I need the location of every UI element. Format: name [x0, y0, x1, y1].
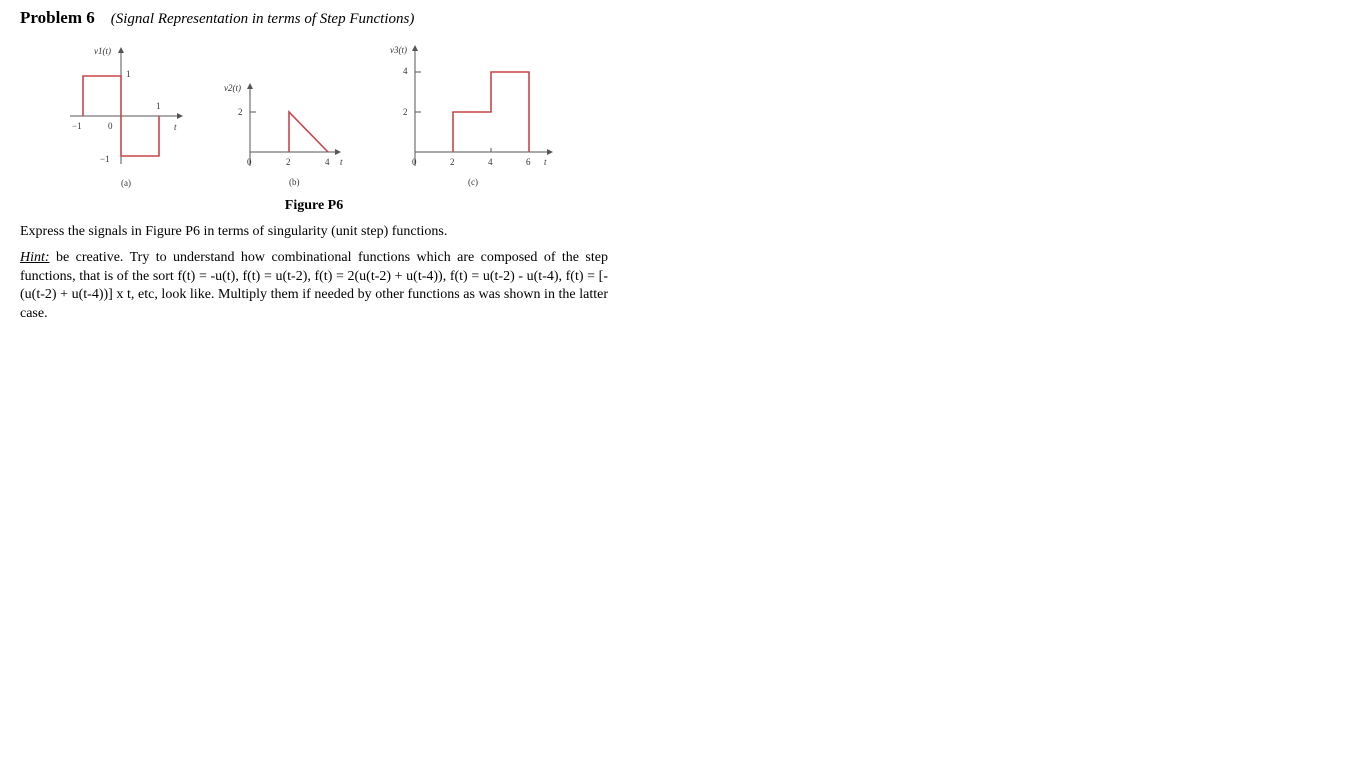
panel-c-xlabel: t [544, 157, 547, 167]
panel-c-tick-x4: 4 [488, 157, 493, 167]
panel-c-signal [453, 72, 529, 152]
panel-a-tick-yneg1: −1 [100, 154, 110, 164]
instruction-text: Express the signals in Figure P6 in terms of singularity (unit step) functions. [20, 224, 448, 239]
panel-c-tick-y4: 4 [403, 66, 408, 76]
panel-c-tick-x6: 6 [526, 157, 531, 167]
panel-b-xlabel: t [340, 157, 343, 167]
panel-c-tick-y2: 2 [403, 107, 408, 117]
hint-label: Hint: [20, 250, 50, 265]
panel-c-ylabel: v3(t) [390, 45, 407, 55]
panel-a-tick-xneg1: −1 [72, 121, 82, 131]
panel-c [390, 45, 552, 187]
hint-text: be creative. Try to understand how combinational functions which are composed of the step functions, that is of the sort f(t) = -u(t), f(t) = u(t-2), f(t) = 2(u(t-2) + u(t-4)), f(t) = u(t-2) - u(t-4), f(t) = [-(u(t-2) + u(t-4))] x t, etc, look like. Multiply them if needed by other functions as was shown in the latter case. [20, 250, 608, 321]
panel-c-tick-x2: 2 [450, 157, 455, 167]
panel-a [70, 46, 182, 188]
problem-heading [20, 8, 414, 28]
panel-a-sublabel: (a) [121, 178, 131, 188]
panel-a-ylabel: v1(t) [94, 46, 111, 56]
panel-b-tick-y2: 2 [238, 107, 243, 117]
panel-a-xlabel: t [174, 122, 177, 132]
panel-a-tick-x1: 1 [156, 101, 161, 111]
panel-b-ylabel: v2(t) [224, 83, 241, 93]
panel-b-tick-x0: 0 [247, 157, 252, 167]
panel-b-sublabel: (b) [289, 177, 300, 187]
hint-paragraph [20, 249, 608, 323]
panel-c-sublabel: (c) [468, 177, 478, 187]
panel-b-tick-x2: 2 [286, 157, 291, 167]
panel-a-tick-x0: 0 [108, 121, 113, 131]
figure-p6 [60, 42, 580, 192]
problem-number: Problem 6 [20, 8, 95, 27]
panel-b-tick-x4: 4 [325, 157, 330, 167]
panel-a-tick-y1: 1 [126, 69, 131, 79]
panel-c-tick-x0: 0 [412, 157, 417, 167]
figure-p6-graphs [60, 42, 580, 192]
figure-caption: Figure P6 [284, 198, 344, 213]
panel-b-signal [289, 112, 328, 152]
problem-title: (Signal Representation in terms of Step Functions) [110, 11, 415, 27]
panel-b [224, 83, 343, 187]
